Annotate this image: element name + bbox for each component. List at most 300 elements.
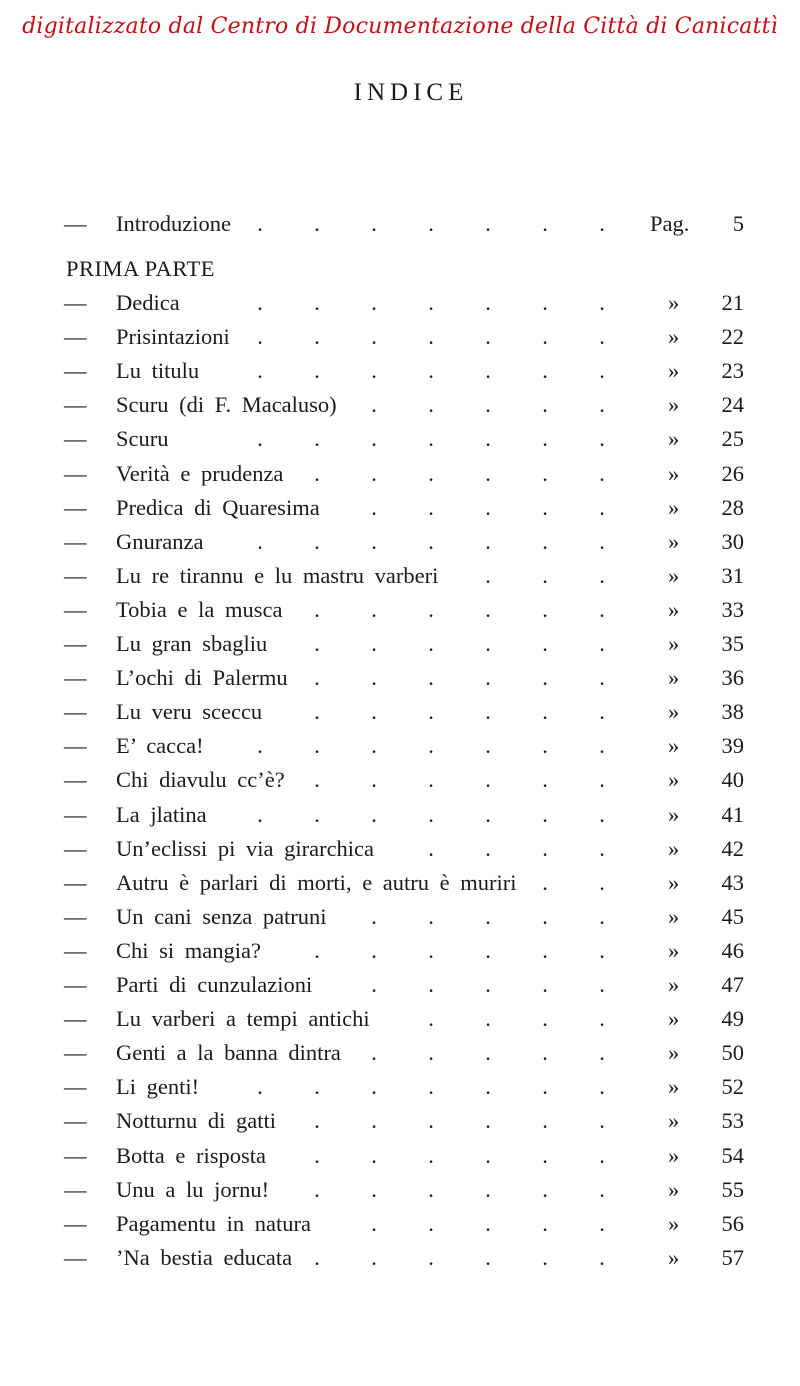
- entry-page-number: 23: [721, 358, 744, 383]
- toc-entry: [0, 392, 800, 426]
- entry-title: Lu gran sbagliu: [116, 631, 268, 656]
- toc-entry: [0, 358, 800, 392]
- leader-dot: .: [485, 563, 491, 588]
- entry-dash: —: [64, 631, 87, 656]
- leader-dot: .: [485, 1211, 491, 1236]
- leader-dot: .: [371, 904, 377, 929]
- leader-dot: .: [485, 938, 491, 963]
- leader-dot: .: [428, 733, 434, 758]
- leader-dot: .: [485, 1006, 491, 1031]
- leader-dot: .: [428, 324, 434, 349]
- leader-dot: .: [314, 461, 320, 486]
- toc-entry: [0, 1074, 800, 1108]
- leader-dot: .: [371, 495, 377, 520]
- leader-dot: .: [428, 1245, 434, 1270]
- entry-dash: —: [64, 938, 87, 963]
- leader-dot: .: [371, 665, 377, 690]
- entry-dash: —: [64, 1040, 87, 1065]
- leader-dot: .: [542, 563, 548, 588]
- leader-dot: .: [599, 904, 605, 929]
- page-reference-mark: »: [668, 1040, 680, 1065]
- leader-dot: .: [428, 358, 434, 383]
- entry-page-number: 41: [721, 802, 744, 827]
- leader-dot: .: [371, 1177, 377, 1202]
- leader-dot: .: [314, 802, 320, 827]
- entry-title: Lu re tirannu e lu mastru varberi: [116, 563, 439, 588]
- toc-entry: [0, 495, 800, 529]
- page-reference-mark: »: [668, 529, 680, 554]
- entry-page-number: 28: [721, 495, 744, 520]
- leader-dot: .: [314, 211, 320, 236]
- entry-dash: —: [64, 699, 87, 724]
- toc-entry: [0, 597, 800, 631]
- leader-dot: .: [371, 733, 377, 758]
- leader-dot: .: [542, 802, 548, 827]
- leader-dot: .: [485, 733, 491, 758]
- leader-dot: .: [428, 1108, 434, 1133]
- leader-dot: .: [485, 290, 491, 315]
- page-reference-mark: »: [668, 631, 680, 656]
- page-reference-mark: »: [668, 1245, 680, 1270]
- leader-dot: .: [599, 290, 605, 315]
- toc-entry: [0, 938, 800, 972]
- entry-dash: —: [64, 597, 87, 622]
- leader-dot: .: [542, 324, 548, 349]
- toc-entry: [0, 1245, 800, 1279]
- entry-page-number: 26: [721, 461, 744, 486]
- entry-page-number: 53: [721, 1108, 744, 1133]
- leader-dot: .: [599, 461, 605, 486]
- leader-dot: .: [542, 1211, 548, 1236]
- entry-page-number: 40: [721, 767, 744, 792]
- leader-dot: .: [542, 495, 548, 520]
- leader-dot: .: [599, 1177, 605, 1202]
- entry-page-number: 55: [721, 1177, 744, 1202]
- leader-dot: .: [485, 426, 491, 451]
- leader-dot: .: [599, 802, 605, 827]
- leader-dot: .: [599, 1245, 605, 1270]
- leader-dot: .: [371, 972, 377, 997]
- leader-dot: .: [314, 290, 320, 315]
- entry-dash: —: [64, 904, 87, 929]
- entry-dash: —: [64, 767, 87, 792]
- leader-dot: .: [542, 938, 548, 963]
- page-reference-mark: »: [668, 767, 680, 792]
- leader-dot: .: [542, 529, 548, 554]
- toc-entry: [0, 767, 800, 801]
- entry-dash: —: [64, 836, 87, 861]
- entry-dash: —: [64, 426, 87, 451]
- entry-page-number: 38: [721, 699, 744, 724]
- page-reference-mark: »: [668, 563, 680, 588]
- toc-entry-introduction: [0, 211, 800, 245]
- leader-dot: .: [599, 1006, 605, 1031]
- entry-page-number: 57: [721, 1245, 744, 1270]
- page-reference-mark: »: [668, 699, 680, 724]
- leader-dot: .: [428, 290, 434, 315]
- leader-dot: .: [371, 767, 377, 792]
- leader-dot: .: [428, 1143, 434, 1168]
- page-reference-mark: »: [668, 1143, 680, 1168]
- leader-dot: .: [257, 290, 263, 315]
- entry-title: Scuru (di F. Macaluso): [116, 392, 337, 417]
- leader-dot: .: [542, 733, 548, 758]
- entry-title: ’Na bestia educata: [116, 1245, 293, 1270]
- entry-page-number: 22: [721, 324, 744, 349]
- leader-dot: .: [485, 1177, 491, 1202]
- page-reference-mark: »: [668, 597, 680, 622]
- leader-dot: .: [314, 324, 320, 349]
- leader-dot: .: [599, 1040, 605, 1065]
- leader-dot: .: [428, 631, 434, 656]
- entry-page-number: 49: [721, 1006, 744, 1031]
- leader-dot: .: [485, 495, 491, 520]
- page-reference-mark: »: [668, 802, 680, 827]
- leader-dot: .: [371, 699, 377, 724]
- entry-dash: —: [64, 495, 87, 520]
- leader-dot: .: [485, 1245, 491, 1270]
- toc-entry: [0, 563, 800, 597]
- toc-entry: [0, 426, 800, 460]
- entry-dash: —: [64, 358, 87, 383]
- leader-dot: .: [599, 665, 605, 690]
- page-reference-mark: »: [668, 1211, 680, 1236]
- leader-dot: .: [599, 767, 605, 792]
- entry-page-number: 45: [721, 904, 744, 929]
- entry-title: Parti di cunzulazioni: [116, 972, 313, 997]
- leader-dot: .: [371, 461, 377, 486]
- entry-title: Unu a lu jornu!: [116, 1177, 270, 1202]
- leader-dot: .: [599, 1074, 605, 1099]
- page-reference-mark: »: [668, 836, 680, 861]
- entry-title: Pagamentu in natura: [116, 1211, 311, 1236]
- leader-dot: .: [371, 597, 377, 622]
- leader-dot: .: [542, 1108, 548, 1133]
- leader-dot: .: [599, 631, 605, 656]
- leader-dot: .: [257, 324, 263, 349]
- leader-dot: .: [257, 733, 263, 758]
- toc-entry: [0, 904, 800, 938]
- leader-dot: .: [428, 699, 434, 724]
- leader-dot: .: [257, 426, 263, 451]
- toc-entry: [0, 1177, 800, 1211]
- leader-dot: .: [371, 358, 377, 383]
- leader-dot: .: [599, 211, 605, 236]
- toc-entry: [0, 1040, 800, 1074]
- entry-dash: —: [64, 324, 87, 349]
- leader-dot: .: [314, 1074, 320, 1099]
- entry-title: L’ochi di Palermu: [116, 665, 288, 690]
- leader-dot: .: [371, 1108, 377, 1133]
- leader-dot: .: [314, 1177, 320, 1202]
- entry-title: Predica di Quaresima: [116, 495, 320, 520]
- leader-dot: .: [485, 1108, 491, 1133]
- leader-dot: .: [485, 324, 491, 349]
- leader-dot: .: [428, 461, 434, 486]
- entry-page-number: 50: [721, 1040, 744, 1065]
- entry-page-number: 36: [721, 665, 744, 690]
- leader-dot: .: [485, 211, 491, 236]
- leader-dot: .: [371, 1211, 377, 1236]
- leader-dot: .: [542, 597, 548, 622]
- entry-title: Botta e risposta: [116, 1143, 266, 1168]
- leader-dot: .: [542, 767, 548, 792]
- leader-dot: .: [485, 665, 491, 690]
- entry-title: Prisintazioni: [116, 324, 230, 349]
- toc-entry: [0, 290, 800, 324]
- leader-dot: .: [314, 733, 320, 758]
- entry-dash: —: [64, 1177, 87, 1202]
- leader-dot: .: [542, 1040, 548, 1065]
- entry-page-number: 54: [721, 1143, 744, 1168]
- leader-dot: .: [428, 495, 434, 520]
- entry-dash: —: [64, 1108, 87, 1133]
- entry-dash: —: [64, 1211, 87, 1236]
- leader-dot: .: [428, 597, 434, 622]
- leader-dot: .: [542, 290, 548, 315]
- leader-dot: .: [371, 1143, 377, 1168]
- leader-dot: .: [428, 1040, 434, 1065]
- leader-dot: .: [428, 1177, 434, 1202]
- entry-page-number: 52: [721, 1074, 744, 1099]
- entry-title: Un cani senza patruni: [116, 904, 327, 929]
- section-heading: PRIMA PARTE: [66, 256, 215, 281]
- leader-dot: .: [485, 767, 491, 792]
- entry-dash: —: [64, 211, 87, 236]
- entry-dash: —: [64, 1143, 87, 1168]
- leader-dot: .: [599, 870, 605, 895]
- leader-dot: .: [314, 426, 320, 451]
- entry-dash: —: [64, 392, 87, 417]
- leader-dot: .: [314, 529, 320, 554]
- leader-dot: .: [542, 699, 548, 724]
- entry-page-number: 43: [721, 870, 744, 895]
- leader-dot: .: [599, 1143, 605, 1168]
- leader-dot: .: [428, 665, 434, 690]
- entry-title: Verità e prudenza: [116, 461, 284, 486]
- leader-dot: .: [542, 1074, 548, 1099]
- leader-dot: .: [485, 1143, 491, 1168]
- leader-dot: .: [599, 358, 605, 383]
- toc-entry: [0, 529, 800, 563]
- leader-dot: .: [485, 802, 491, 827]
- toc-entry: [0, 1143, 800, 1177]
- leader-dot: .: [428, 1006, 434, 1031]
- page-reference-label: Pag.: [650, 211, 690, 236]
- entry-page-number: 25: [721, 426, 744, 451]
- leader-dot: .: [542, 1177, 548, 1202]
- page-reference-mark: »: [668, 324, 680, 349]
- leader-dot: .: [257, 1074, 263, 1099]
- entry-dash: —: [64, 1006, 87, 1031]
- leader-dot: .: [314, 1245, 320, 1270]
- page-reference-mark: »: [668, 733, 680, 758]
- page-title: INDICE: [353, 79, 469, 106]
- leader-dot: .: [314, 1143, 320, 1168]
- leader-dot: .: [542, 392, 548, 417]
- leader-dot: .: [485, 699, 491, 724]
- leader-dot: .: [542, 631, 548, 656]
- leader-dot: .: [485, 358, 491, 383]
- leader-dot: .: [314, 938, 320, 963]
- leader-dot: .: [428, 767, 434, 792]
- leader-dot: .: [542, 358, 548, 383]
- leader-dot: .: [485, 972, 491, 997]
- page-reference-mark: »: [668, 426, 680, 451]
- leader-dot: .: [485, 1040, 491, 1065]
- entry-page-number: 35: [721, 631, 744, 656]
- leader-dot: .: [371, 529, 377, 554]
- entry-title: Chi diavulu cc’è?: [116, 767, 285, 792]
- page-reference-mark: »: [668, 461, 680, 486]
- toc-entry: [0, 1006, 800, 1040]
- entry-title: Chi si mangia?: [116, 938, 261, 963]
- entry-title: Lu titulu: [116, 358, 200, 383]
- page-reference-mark: »: [668, 1006, 680, 1031]
- entry-dash: —: [64, 870, 87, 895]
- leader-dot: .: [542, 1143, 548, 1168]
- leader-dot: .: [485, 836, 491, 861]
- entry-page-number: 31: [721, 563, 744, 588]
- entry-page-number: 21: [721, 290, 744, 315]
- leader-dot: .: [599, 324, 605, 349]
- page-reference-mark: »: [668, 290, 680, 315]
- page-reference-mark: »: [668, 358, 680, 383]
- entry-title: Dedica: [116, 290, 180, 315]
- entry-dash: —: [64, 733, 87, 758]
- entry-dash: —: [64, 802, 87, 827]
- entry-title: Gnuranza: [116, 529, 204, 554]
- leader-dot: .: [314, 358, 320, 383]
- entry-title: E’ cacca!: [116, 733, 204, 758]
- leader-dot: .: [371, 938, 377, 963]
- leader-dot: .: [485, 529, 491, 554]
- leader-dot: .: [542, 870, 548, 895]
- page-reference-mark: »: [668, 392, 680, 417]
- leader-dot: .: [542, 972, 548, 997]
- entry-title: Notturnu di gatti: [116, 1108, 276, 1133]
- leader-dot: .: [314, 597, 320, 622]
- entry-dash: —: [64, 290, 87, 315]
- entry-title: Lu varberi a tempi antichi: [116, 1006, 370, 1031]
- leader-dot: .: [371, 426, 377, 451]
- leader-dot: .: [542, 836, 548, 861]
- entry-page-number: 30: [721, 529, 744, 554]
- leader-dot: .: [599, 699, 605, 724]
- leader-dot: .: [542, 1245, 548, 1270]
- leader-dot: .: [542, 211, 548, 236]
- page-reference-mark: »: [668, 1177, 680, 1202]
- leader-dot: .: [428, 211, 434, 236]
- leader-dot: .: [428, 904, 434, 929]
- leader-dot: .: [257, 529, 263, 554]
- leader-dot: .: [542, 426, 548, 451]
- toc-entry: [0, 699, 800, 733]
- entry-page-number: 46: [721, 938, 744, 963]
- leader-dot: .: [542, 1006, 548, 1031]
- entry-title: Un’eclissi pi via girarchica: [116, 836, 375, 861]
- leader-dot: .: [542, 665, 548, 690]
- entry-dash: —: [64, 972, 87, 997]
- entry-dash: —: [64, 461, 87, 486]
- leader-dot: .: [314, 1108, 320, 1133]
- leader-dot: .: [599, 972, 605, 997]
- leader-dot: .: [428, 529, 434, 554]
- entry-dash: —: [64, 1074, 87, 1099]
- page-reference-mark: »: [668, 1108, 680, 1133]
- leader-dot: .: [599, 563, 605, 588]
- leader-dot: .: [371, 392, 377, 417]
- leader-dot: .: [371, 324, 377, 349]
- leader-dot: .: [428, 1211, 434, 1236]
- leader-dot: .: [485, 904, 491, 929]
- leader-dot: .: [428, 1074, 434, 1099]
- leader-dot: .: [599, 529, 605, 554]
- leader-dot: .: [485, 461, 491, 486]
- leader-dot: .: [599, 836, 605, 861]
- leader-dot: .: [542, 461, 548, 486]
- entry-page-number: 24: [721, 392, 744, 417]
- leader-dot: .: [257, 358, 263, 383]
- entry-page-number: 42: [721, 836, 744, 861]
- entry-dash: —: [64, 665, 87, 690]
- page-reference-mark: »: [668, 972, 680, 997]
- toc-entry: [0, 733, 800, 767]
- toc-entry: [0, 461, 800, 495]
- leader-dot: .: [599, 392, 605, 417]
- entry-page-number: 5: [732, 211, 744, 236]
- entry-title: Scuru: [116, 426, 169, 451]
- leader-dot: .: [371, 802, 377, 827]
- entry-title: Genti a la banna dintra: [116, 1040, 341, 1065]
- leader-dot: .: [371, 290, 377, 315]
- leader-dot: .: [371, 631, 377, 656]
- entry-title: Tobia e la musca: [116, 597, 283, 622]
- leader-dot: .: [257, 802, 263, 827]
- entry-page-number: 33: [721, 597, 744, 622]
- leader-dot: .: [485, 631, 491, 656]
- leader-dot: .: [257, 211, 263, 236]
- leader-dot: .: [599, 597, 605, 622]
- leader-dot: .: [314, 665, 320, 690]
- page-reference-mark: »: [668, 495, 680, 520]
- entry-page-number: 56: [721, 1211, 744, 1236]
- leader-dot: .: [428, 836, 434, 861]
- leader-dot: .: [371, 1245, 377, 1270]
- entry-dash: —: [64, 1245, 87, 1270]
- leader-dot: .: [371, 1040, 377, 1065]
- leader-dot: .: [599, 1108, 605, 1133]
- entry-page-number: 47: [721, 972, 744, 997]
- leader-dot: .: [542, 904, 548, 929]
- leader-dot: .: [314, 767, 320, 792]
- toc-entry: [0, 1211, 800, 1245]
- leader-dot: .: [599, 733, 605, 758]
- entry-dash: —: [64, 529, 87, 554]
- toc-entry: [0, 324, 800, 358]
- toc-entry: [0, 972, 800, 1006]
- leader-dot: .: [314, 631, 320, 656]
- leader-dot: .: [428, 392, 434, 417]
- leader-dot: .: [599, 426, 605, 451]
- toc-entry: [0, 802, 800, 836]
- entry-page-number: 39: [721, 733, 744, 758]
- page-reference-mark: »: [668, 870, 680, 895]
- leader-dot: .: [428, 938, 434, 963]
- leader-dot: .: [485, 1074, 491, 1099]
- leader-dot: .: [485, 597, 491, 622]
- entry-title: Lu veru sceccu: [116, 699, 263, 724]
